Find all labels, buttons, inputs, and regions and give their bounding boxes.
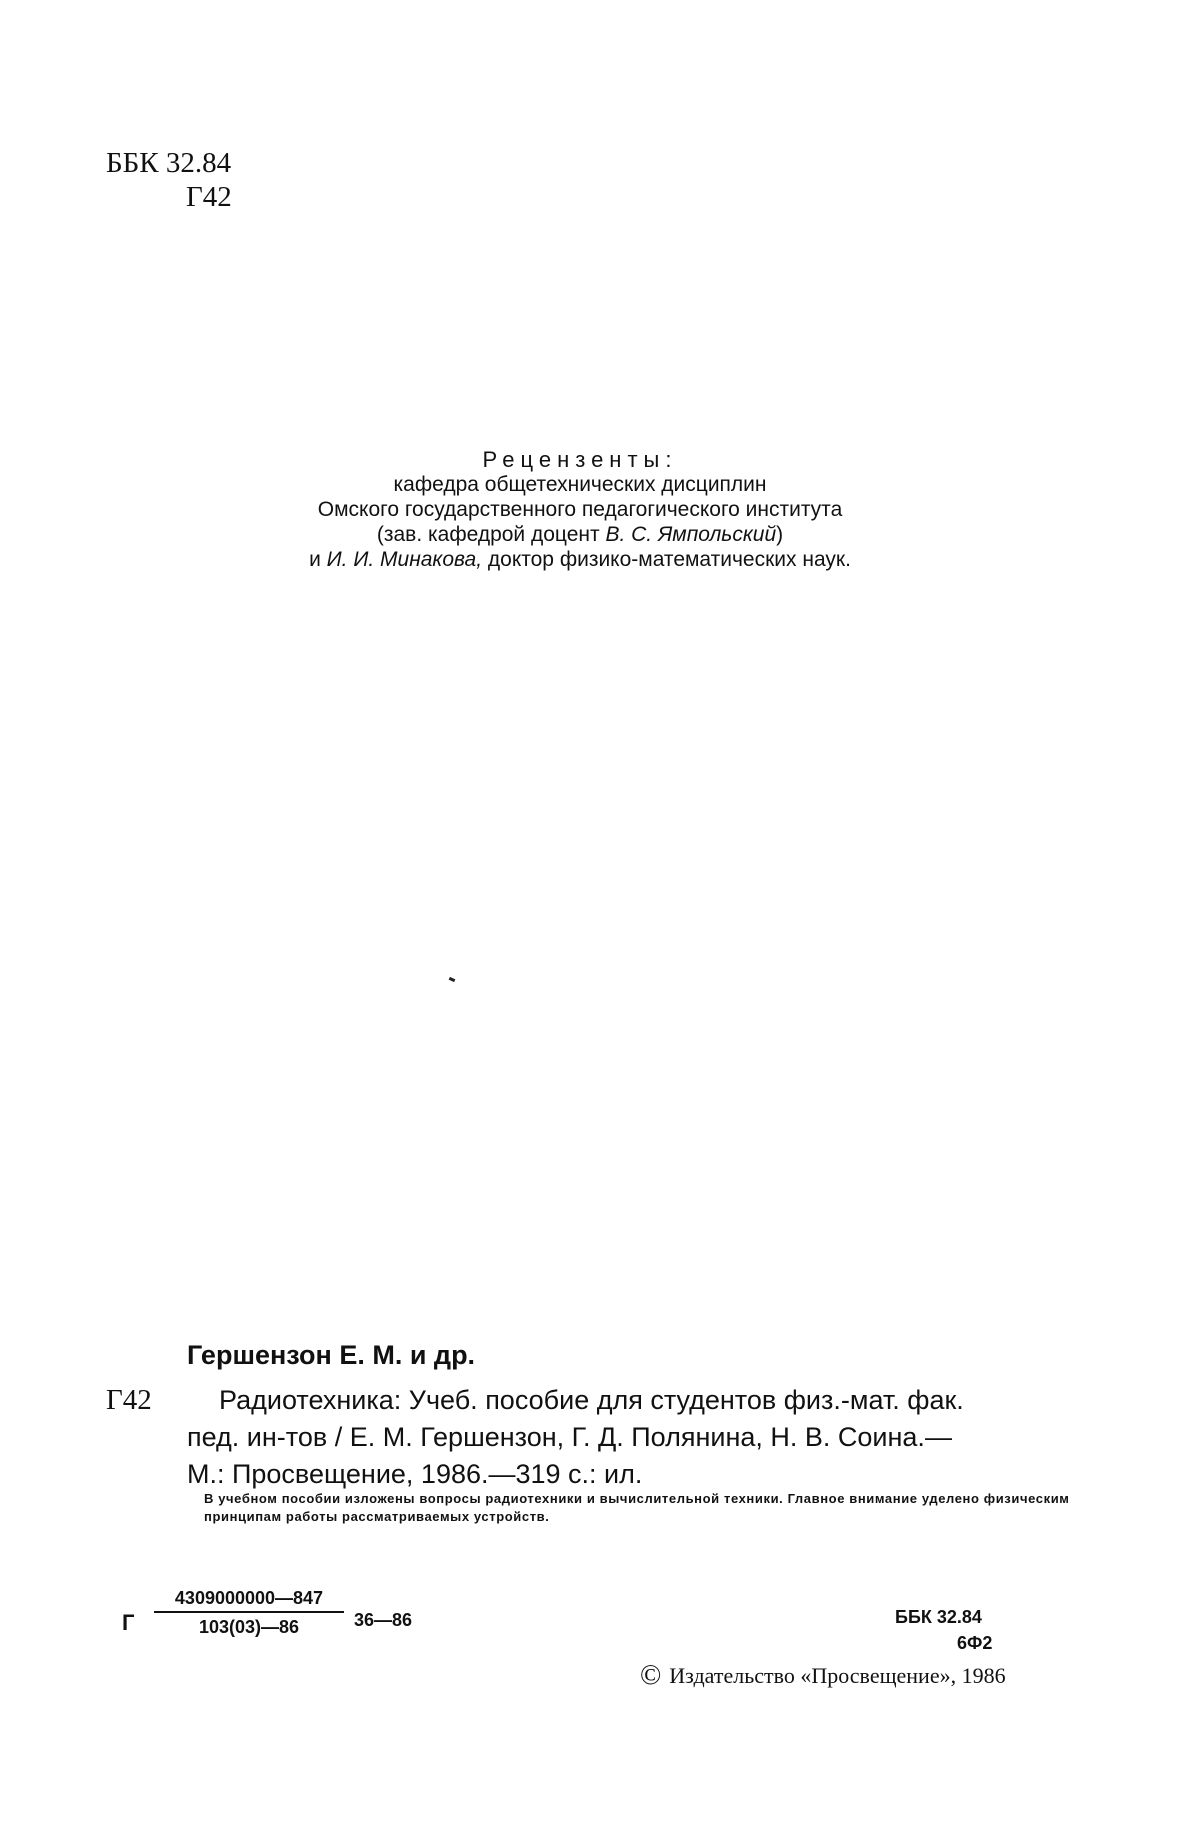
stray-ink-mark <box>449 977 456 982</box>
bbk-subcode-bottom: 6Ф2 <box>957 1633 993 1653</box>
copyright-icon: © <box>640 1660 662 1691</box>
copyright-text: Издательство «Просвещение», 1986 <box>669 1663 1006 1688</box>
annotation-text: В учебном пособии изложены вопросы радиотехники и вычислительной техники. Главное внимание уделено физическим принципам работы рассматриваемых устройств. <box>204 1491 1070 1524</box>
author-sign: Г42 <box>186 181 232 213</box>
catalog-numerator: 4309000000—847 <box>154 1588 344 1613</box>
copyright-line <box>640 1662 1006 1690</box>
reviewer-name-2: И. И. Минакова, <box>326 548 483 571</box>
catalog-denominator: 103(03)—86 <box>198 1617 300 1637</box>
reviewers-heading: Рецензенты: <box>482 447 678 472</box>
catalog-prefix: Г <box>122 1610 135 1635</box>
bbk-classification-top <box>106 146 232 214</box>
catalog-fraction <box>154 1588 344 1638</box>
reviewers-line-3-a: (зав. кафедрой доцент <box>376 523 606 546</box>
bbk-code: ББК 32.84 <box>106 147 232 179</box>
reviewers-line-4-b: доктор физико-математических наук. <box>482 548 851 571</box>
reviewers-line-4-a: и <box>309 548 327 571</box>
bbk-code-bottom: ББК 32.84 <box>895 1607 982 1627</box>
author-heading: Гершензон Е. М. и др. <box>187 1340 476 1370</box>
catalog-suffix: 36—86 <box>354 1610 413 1630</box>
reviewers-line-3 <box>230 522 930 547</box>
reviewers-block <box>230 447 930 572</box>
biblio-line-1: Радиотехника: Учеб. пособие для студентов физ.-мат. фак. <box>219 1385 964 1415</box>
reviewers-line-4 <box>230 547 930 572</box>
bbk-classification-bottom <box>895 1604 992 1656</box>
reviewer-name-1: В. С. Ямпольский <box>605 523 777 546</box>
biblio-line-3: М.: Просвещение, 1986.—319 с.: ил. <box>187 1459 643 1489</box>
reviewers-line-3-b: ) <box>776 523 784 546</box>
biblio-line-2: пед. ин-тов / Е. М. Гершензон, Г. Д. Полянина, Н. В. Соина.— <box>187 1422 952 1452</box>
bibliographic-description <box>187 1382 1097 1493</box>
reviewers-line-2: Омского государственного педагогического института <box>317 498 843 521</box>
reviewers-line-1: кафедра общетехнических дисциплин <box>393 473 767 496</box>
index-code: Г42 <box>106 1384 152 1416</box>
